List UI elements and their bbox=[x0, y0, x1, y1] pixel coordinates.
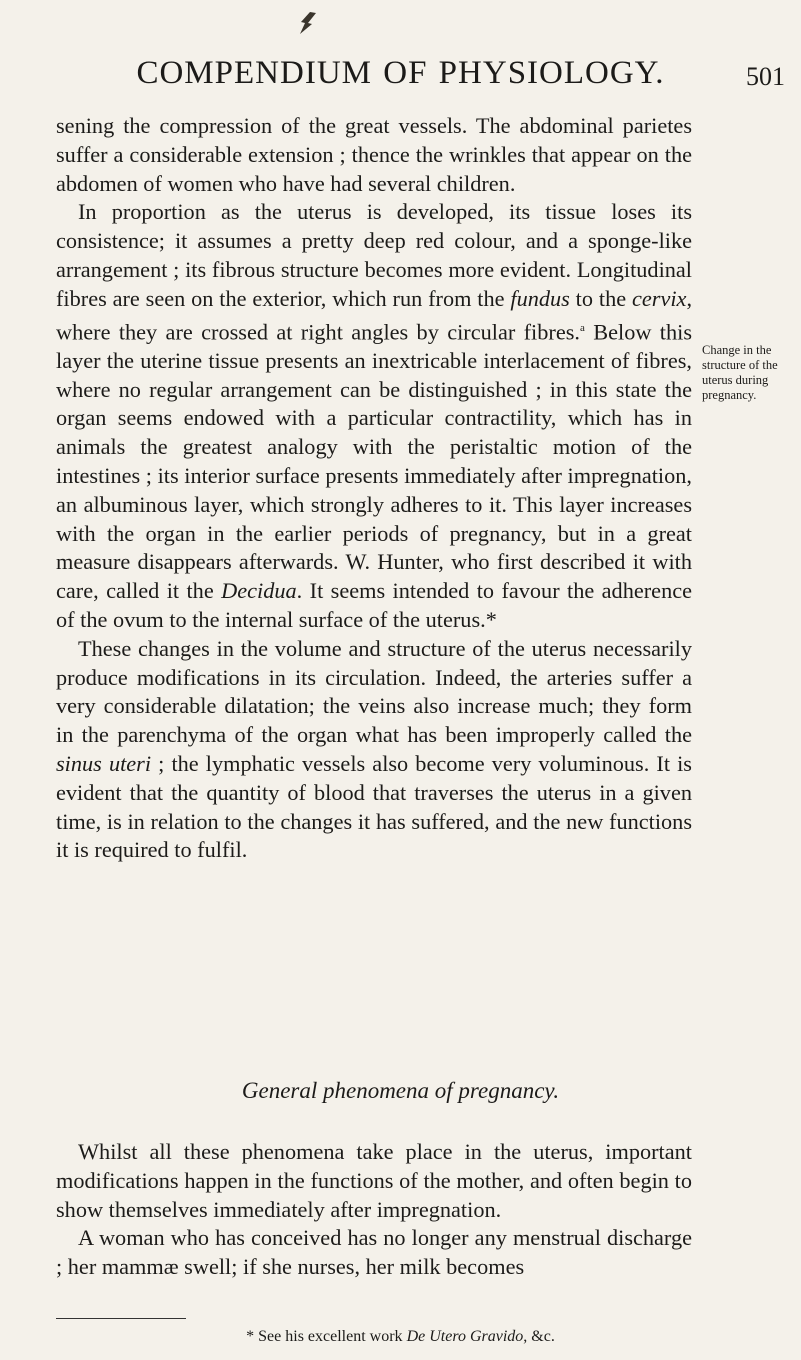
text-run: , where they are crossed at right angles by circular fibres. bbox=[56, 285, 693, 344]
text-run: ; the lymphatic vessels also become very voluminous. It is evident that the quantity of blood that traverses the uterus in a given time, is in relation to the changes it has suffered, and the new functions it is required to fulfil. bbox=[56, 750, 692, 863]
paragraph bbox=[56, 1138, 692, 1224]
text-run: These changes in the volume and structure of the uterus necessarily produce modifications in its circulation. Indeed, the arteries suffer a very considerable dilatation; the veins also increase much; they form in the parenchyma of the organ what has been improperly called the bbox=[56, 635, 692, 748]
body-text-section bbox=[56, 1138, 692, 1282]
printers-flourish-icon bbox=[296, 10, 318, 36]
running-head: COMPENDIUM OF PHYSIOLOGY. bbox=[136, 55, 665, 91]
footnote-divider bbox=[56, 1318, 186, 1319]
paragraph bbox=[56, 635, 692, 865]
paragraph bbox=[56, 112, 692, 198]
body-text bbox=[56, 112, 692, 865]
text-run: to the bbox=[569, 285, 632, 311]
text-run: Below this layer the uterine tissue presents an inextricable interlacement of fibres, where no regular arrangement can be distinguished ; in this state the organ seems endowed with a particular contractility, which has in animals the greatest analogy with the peristaltic motion of the intestines ; its interior surface presents immediately after impregnation, an albuminous layer, which strongly adheres to it. This layer increases with the organ in the earlier periods of pregnancy, but in a great measure disappears afterwards. W. Hunter, who first described it with care, called it the bbox=[56, 319, 693, 604]
italic-term: sinus uteri bbox=[56, 750, 152, 776]
paragraph bbox=[56, 198, 692, 634]
footnote bbox=[0, 1328, 801, 1346]
footnote-marker: a bbox=[579, 321, 585, 334]
footnote-title: De Utero Gravido bbox=[406, 1328, 524, 1345]
paragraph bbox=[56, 1224, 692, 1282]
footnote-prefix: * See his excellent work bbox=[246, 1328, 407, 1345]
text-run: Whilst all these phenomena take place in the uterus, important modifications happen in the functions of the mother, and often begin to show themselves immediately after impregnation. bbox=[56, 1139, 692, 1222]
text-run: A woman who has conceived has no longer any menstrual discharge ; her mammæ swell; if she nurses, her milk becomes bbox=[56, 1225, 692, 1280]
margin-note: Change in the structure of the uterus during pregnancy. bbox=[702, 343, 778, 402]
italic-term: Decidua bbox=[221, 578, 297, 604]
footnote-suffix: , &c. bbox=[523, 1328, 555, 1345]
italic-term: cervix bbox=[631, 285, 687, 311]
page-number: 501 bbox=[746, 62, 785, 91]
italic-term: fundus bbox=[510, 285, 570, 311]
section-heading: General phenomena of pregnancy. bbox=[241, 1078, 560, 1103]
text-run: . It seems intended to favour the adherence of the ovum to the internal surface of the uterus.* bbox=[56, 578, 693, 632]
text-run: sening the compression of the great vessels. The abdominal parietes suffer a considerable extension ; thence the wrinkles that appear on the abdomen of women who have had several children. bbox=[56, 113, 692, 196]
text-run: In proportion as the uterus is developed, its tissue loses its consistence; it assumes a pretty deep red colour, and a sponge-like arrangement ; its fibrous structure becomes more evident. Longitudinal fibres are seen on the exterior, which run from the bbox=[56, 199, 692, 311]
